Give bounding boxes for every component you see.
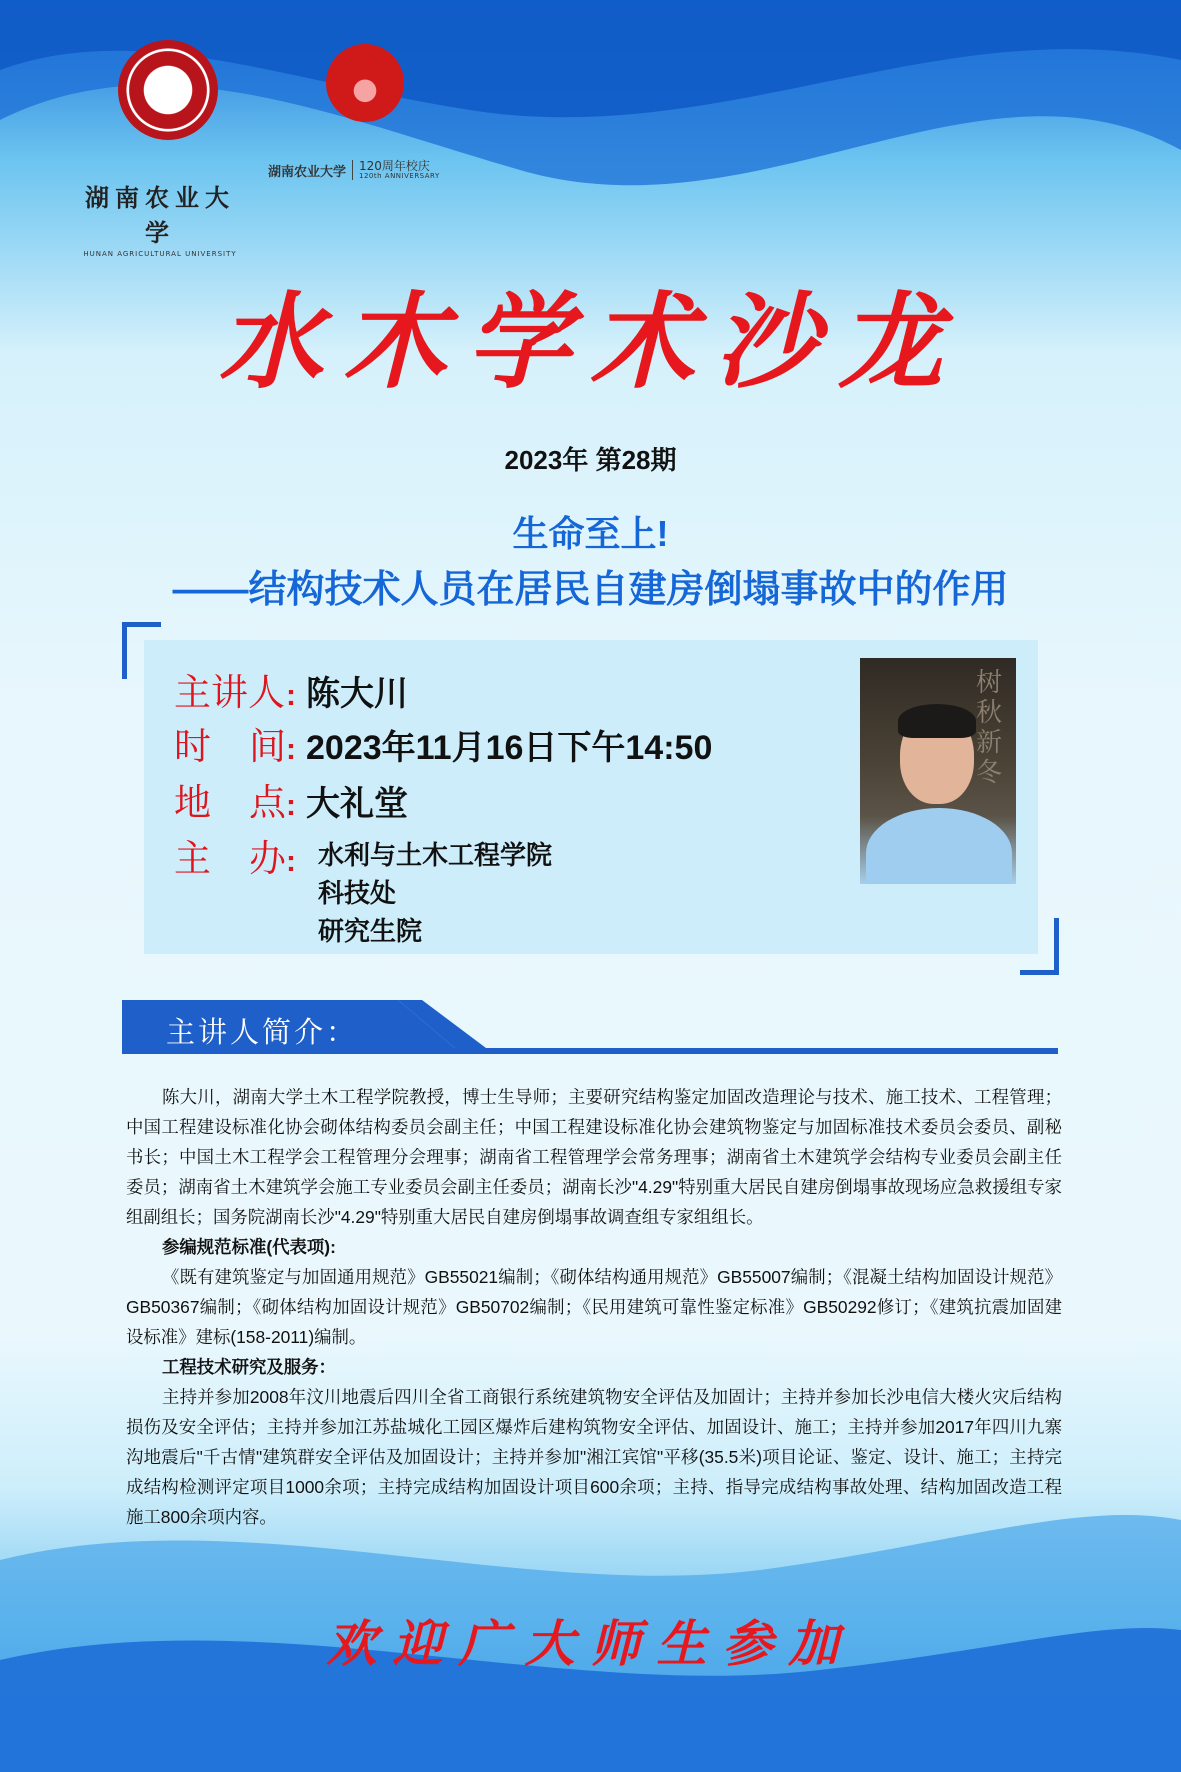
host-item: 科技处 <box>318 878 397 908</box>
photo-shirt <box>866 808 1012 884</box>
standards-text: 《既有建筑鉴定与加固通用规范》GB55021编制；《砌体结构通用规范》GB55007编制；《混凝土结构加固设计规范》GB50367编制；《砌体结构加固设计规范》GB50702编制；《民用建筑可靠性鉴定标准》GB50292修订；《建筑抗震加固建设标准》建标(158-2011)编制。 <box>126 1267 1062 1347</box>
anniversary-logo <box>268 44 468 180</box>
time-row <box>174 716 712 770</box>
time-label-char-2: 间 <box>249 726 286 767</box>
university-name-en: HUNAN AGRICULTURAL UNIVERSITY <box>83 250 237 258</box>
host-list <box>318 836 552 950</box>
main-title: 水木学术沙龙 <box>218 280 963 403</box>
host-label-char-2: 办 <box>249 838 286 879</box>
anniversary-en: 120th ANNIVERSARY <box>359 171 440 180</box>
speaker-name: 陈大川 <box>306 675 408 713</box>
projects-heading: 工程技术研究及服务： <box>162 1357 336 1377</box>
topic-line-2: ——结构技术人员在居民自建房倒塌事故中的作用 <box>172 569 1009 611</box>
projects-text: 主持并参加2008年汶川地震后四川全省工商银行系统建筑物安全评估及加固计；主持并参加长沙电信大楼火灾后结构损伤及安全评估；主持并参加江苏盐城化工园区爆炸后建构筑物安全评估、加固设计、施工；主持并参加2017年四川九寨沟地震后"千古情"建筑群安全评估及加固设计；主持并参加"湘江宾馆"平移(35.5米)项目论证、鉴定、设计、施工；主持完成结构检测评定项目1000余项；主持完成结构加固设计项目600余项；主持、指导完成结构事故处理、结构加固改造工程施工800余项内容。 <box>126 1387 1062 1527</box>
university-logo <box>80 40 240 258</box>
speaker-bio <box>126 1082 1062 1532</box>
place-row <box>174 772 408 826</box>
bracket-bottom-right <box>1020 918 1059 975</box>
host-item: 研究生院 <box>318 916 423 946</box>
photo-calligraphy: 树秋新冬 <box>976 668 1003 788</box>
anniversary-text <box>359 160 440 180</box>
time-label <box>174 716 286 770</box>
time-colon: : <box>286 733 296 766</box>
anniversary-flame-icon <box>326 44 404 122</box>
place-label-char-1: 地 <box>174 782 211 823</box>
host-item: 水利与土木工程学院 <box>318 840 553 870</box>
divider <box>352 160 353 180</box>
place-colon: : <box>286 789 296 822</box>
time-label-char-1: 时 <box>174 726 211 767</box>
university-name: 湖南农业大学 <box>85 183 235 247</box>
welcome-text: 欢迎广大师生参加 <box>326 1614 855 1673</box>
section-title: 主讲人简介： <box>166 1017 359 1049</box>
speaker-label: 主讲人 <box>174 672 285 713</box>
issue-number: 2023年 第28期 <box>504 445 677 475</box>
speaker-colon: : <box>286 679 296 712</box>
speaker-photo <box>860 658 1016 884</box>
time-value: 2023年11月16日下午14:50 <box>306 729 713 767</box>
place-label <box>174 772 286 826</box>
topic-line-1: 生命至上! <box>512 513 669 554</box>
anniversary-university-name: 湖南农业大学 <box>268 164 347 180</box>
bracket-top-left <box>122 622 161 679</box>
host-row <box>174 828 306 882</box>
place-value: 大礼堂 <box>306 785 408 823</box>
speaker-row <box>174 662 408 716</box>
host-label-char-1: 主 <box>174 838 211 879</box>
bio-intro: 陈大川，湖南大学土木工程学院教授，博士生导师；主要研究结构鉴定加固改造理论与技术、施工技术、工程管理；中国工程建设标准化协会砌体结构委员会副主任；中国工程建设标准化协会建筑物鉴定与加固标准技术委员会委员、副秘书长；中国土木工程学会工程管理分会理事；湖南省工程管理学会常务理事；湖南省土木建筑学会结构专业委员会副主任委员；湖南省土木建筑学会施工专业委员会副主任委员；湖南长沙"4.29"特别重大居民自建房倒塌事故现场应急救援组专家组副组长；国务院湖南长沙"4.29"特别重大居民自建房倒塌事故调查组专家组组长。 <box>126 1087 1062 1227</box>
university-seal-icon <box>118 40 218 140</box>
place-label-char-2: 点 <box>249 782 286 823</box>
host-colon: : <box>286 845 296 878</box>
anniversary-cn: 120周年校庆 <box>359 159 430 174</box>
host-label <box>174 828 286 882</box>
photo-hair <box>898 704 976 738</box>
standards-heading: 参编规范标准(代表项): <box>162 1237 336 1257</box>
